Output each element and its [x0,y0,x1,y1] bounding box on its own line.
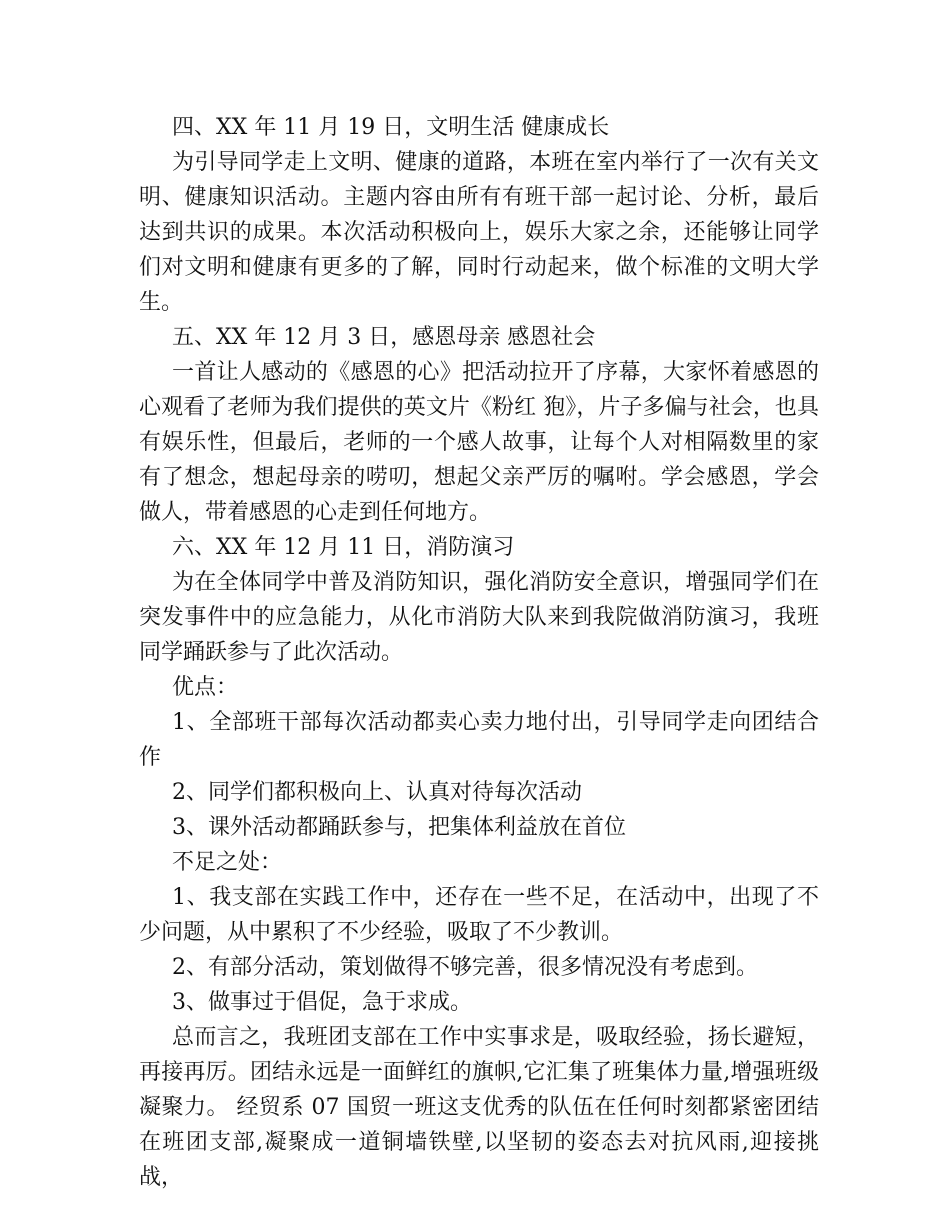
section-heading-4: 四、XX 年 11 月 19 日，文明生活 健康成长 [172,115,610,140]
strength-item-3: 3、课外活动都踊跃参与，把集体利益放在首位 [172,815,626,840]
paragraph-fire-drill: 为在全体同学中普及消防知识，强化消防安全意识，增强同学们在突发事件中的应急能力，从化市消防大队来到我院做消防演习，我班同学踊跃参与了此次活动。 [139,570,819,665]
strength-item-1: 1、全部班干部每次活动都卖心卖力地付出，引导同学走向团结合作 [139,710,819,770]
shortcoming-item-3: 3、做事过于倡促，急于求成。 [172,990,472,1015]
section-heading-6: 六、XX 年 12 月 11 日，消防演习 [172,535,515,560]
paragraph-conclusion: 总而言之，我班团支部在工作中实事求是，吸取经验，扬长避短，再接再厉。团结永远是一面鲜红的旗帜,它汇集了班集体力量,增强班级凝聚力。 经贸系 07 国贸一班这支优秀的队伍在任何时刻都紧密团结在班团支部,凝聚成一道铜墙铁壁,以坚韧的姿态去对抗风雨,迎接挑战， [139,1025,819,1190]
paragraph-gratitude-activity: 一首让人感动的《感恩的心》把活动拉开了序幕，大家怀着感恩的心观看了老师为我们提供的英文片《粉红 狍》，片子多偏与社会，也具有娱乐性，但最后，老师的一个感人故事，让每个人对相隔数里的家有了想念，想起母亲的唠叨，想起父亲严厉的嘱咐。学会感恩，学会做人，带着感恩的心走到任何地方。 [139,360,819,525]
shortcoming-item-2: 2、有部分活动，策划做得不够完善，很多情况没有考虑到。 [172,955,758,980]
section-heading-5: 五、XX 年 12 月 3 日，感恩母亲 感恩社会 [172,325,596,350]
shortcoming-item-1: 1、我支部在实践工作中，还存在一些不足，在活动中，出现了不少问题，从中累积了不少经验，吸取了不少教训。 [139,885,819,945]
shortcomings-heading: 不足之处： [172,850,283,875]
strengths-heading: 优点： [172,675,239,700]
document-body [139,110,819,1195]
strength-item-2: 2、同学们都积极向上、认真对待每次活动 [172,780,582,805]
paragraph-civilization-activity: 为引导同学走上文明、健康的道路，本班在室内举行了一次有关文明、健康知识活动。主题内容由所有有班干部一起讨论、分析，最后达到共识的成果。本次活动积极向上，娱乐大家之余，还能够让同学们对文明和健康有更多的了解，同时行动起来，做个标准的文明大学生。 [139,150,819,315]
